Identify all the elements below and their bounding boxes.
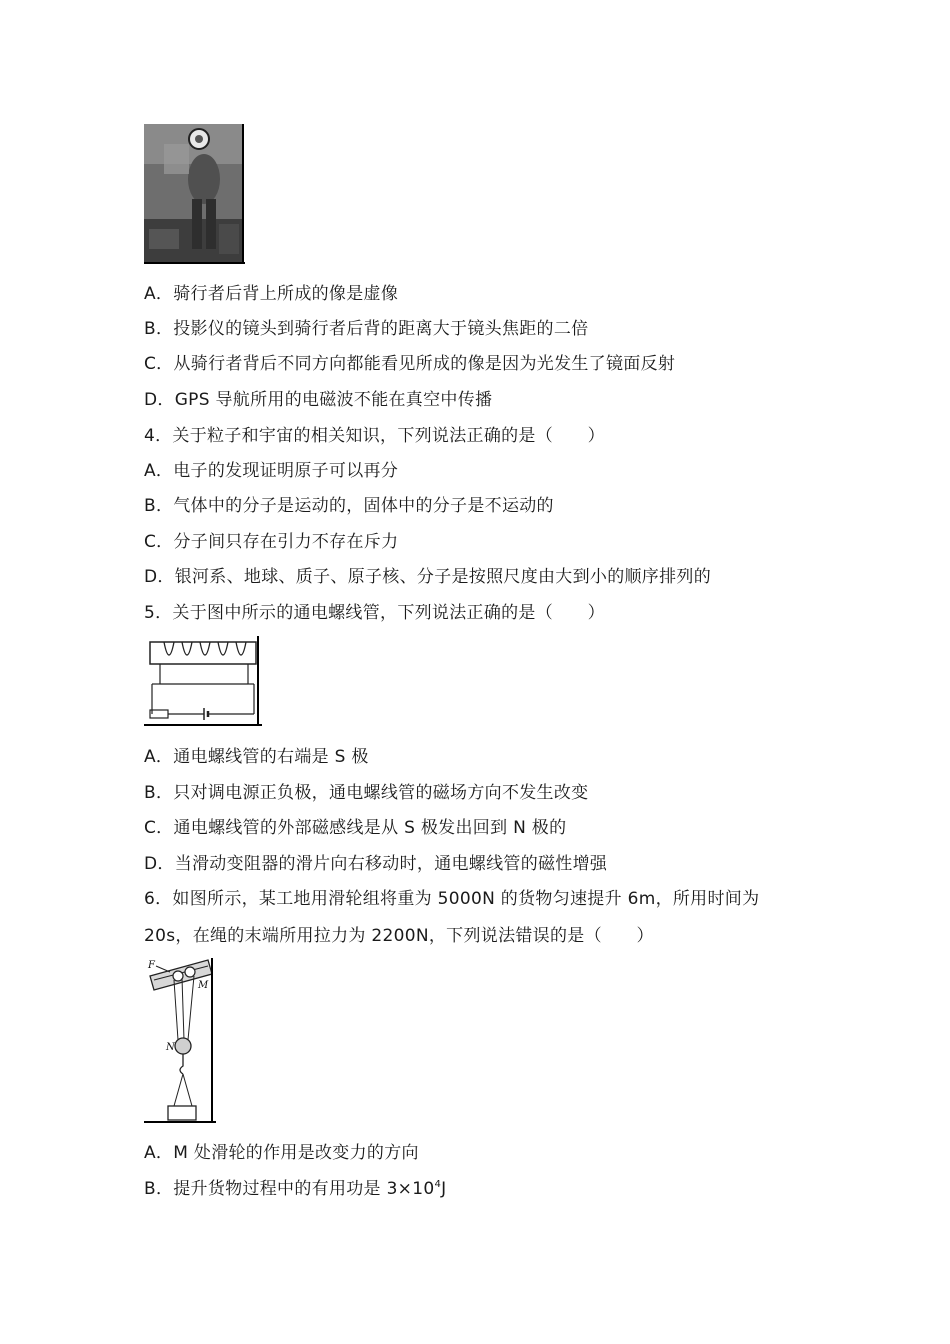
q5-option-a: A．通电螺线管的右端是 S 极 [144,747,369,767]
q3-option-d: D．GPS 导航所用的电磁波不能在真空中传播 [144,390,493,410]
q5-stem: 5．关于图中所示的通电螺线管，下列说法正确的是（ ） [144,603,605,623]
q4-option-d: D．银河系、地球、质子、原子核、分子是按照尺度由大到小的顺序排列的 [144,567,711,587]
q4-stem: 4．关于粒子和宇宙的相关知识，下列说法正确的是（ ） [144,426,605,446]
force-label: F [148,960,155,971]
q5-option-d: D．当滑动变阻器的滑片向右移动时，通电螺线管的磁性增强 [144,854,608,874]
solenoid-circuit-figure [144,636,262,728]
cyclist-photo [144,124,245,264]
pulley-n-label: N [166,1042,175,1053]
q6-option-b-text: B．提升货物过程中的有用功是 3×10 [144,1179,435,1199]
q4-option-b: B．气体中的分子是运动的，固体中的分子是不运动的 [144,496,554,516]
q6-option-b-unit: J [441,1179,447,1199]
q6-option-b-exponent: 4 [434,1179,442,1190]
q4-option-a: A．电子的发现证明原子可以再分 [144,461,399,481]
q6-stem-line1: 6．如图所示，某工地用滑轮组将重为 5000N 的货物匀速提升 6m，所用时间为 [144,889,760,909]
q5-option-b: B．只对调电源正负极，通电螺线管的磁场方向不发生改变 [144,783,589,803]
q6-option-a: A．M 处滑轮的作用是改变力的方向 [144,1143,419,1163]
q3-option-b: B．投影仪的镜头到骑行者后背的距离大于镜头焦距的二倍 [144,319,589,339]
pulley-m-label: M [198,980,209,991]
q6-stem-line2: 20s，在绳的末端所用拉力为 2200N，下列说法错误的是（ ） [144,926,654,946]
q3-option-c: C．从骑行者背后不同方向都能看见所成的像是因为光发生了镜面反射 [144,354,676,374]
q4-option-c: C．分子间只存在引力不存在斥力 [144,532,399,552]
q3-option-a: A．骑行者后背上所成的像是虚像 [144,284,399,304]
pulley-system-figure [144,958,216,1124]
q6-option-b [144,1178,446,1200]
q5-option-c: C．通电螺线管的外部磁感线是从 S 极发出回到 N 极的 [144,818,567,838]
